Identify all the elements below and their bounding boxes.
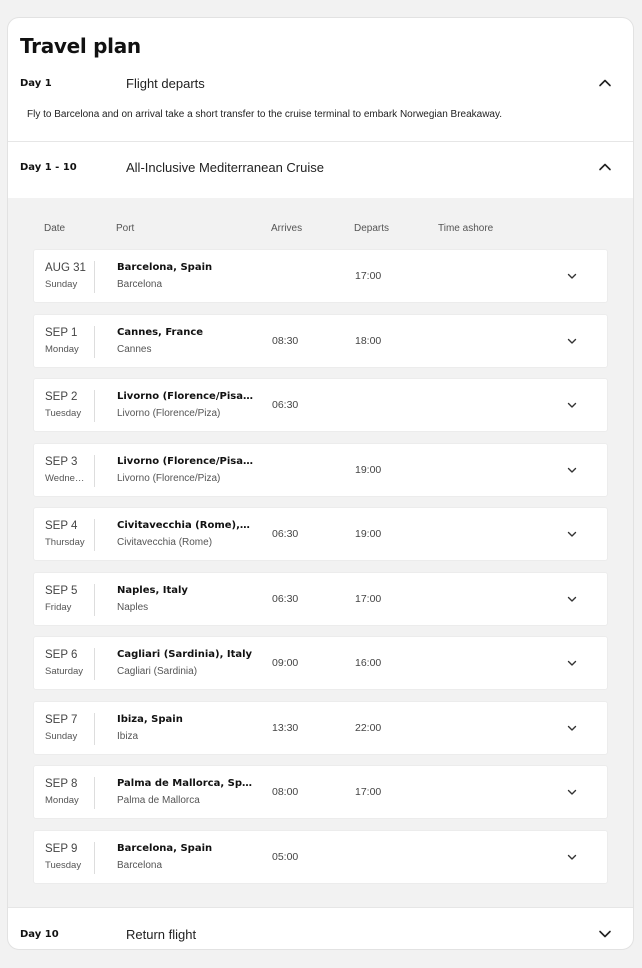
row-departs: 18:00 [355,334,382,347]
row-divider [94,842,95,874]
row-divider [94,777,95,809]
row-port-sub: Naples [117,601,149,613]
section-name: Return flight [126,927,197,942]
row-divider [94,390,95,422]
chevron-up-icon[interactable] [597,159,613,175]
row-arrives: 06:30 [272,592,299,605]
row-arrives: 08:00 [272,786,299,798]
cruise-itinerary [8,198,633,907]
row-arrives: 09:00 [272,657,299,669]
row-port: Livorno (Florence/Pisa… [117,455,253,467]
itinerary-row[interactable] [33,443,608,497]
chevron-down-icon[interactable] [597,926,613,942]
row-departs: 19:00 [355,463,382,476]
row-port-sub: Cagliari (Sardinia) [117,666,198,677]
row-departs: 17:00 [355,592,382,605]
row-weekday: Tuesday [45,408,82,419]
travel-plan-card [7,17,634,950]
row-port-sub: Barcelona [117,859,163,871]
chevron-down-icon[interactable] [565,850,579,864]
chevron-down-icon[interactable] [565,463,579,477]
row-port: Naples, Italy [117,584,188,596]
section-name: Flight departs [126,76,205,91]
row-divider [94,455,95,487]
row-weekday: Sunday [45,730,78,742]
row-port-sub: Ibiza [117,730,139,742]
row-port-sub: Livorno (Florence/Piza) [117,408,221,419]
row-departs: 17:00 [355,786,382,798]
divider [8,907,633,908]
section-flight-departs[interactable] [8,65,633,105]
divider [8,141,633,142]
chevron-down-icon[interactable] [565,656,579,670]
row-date: SEP 6 [45,649,78,661]
column-header-arrives: Arrives [271,223,303,234]
section-name: All-Inclusive Mediterranean Cruise [126,160,324,175]
row-departs: 16:00 [355,657,382,669]
row-divider [94,713,95,745]
section-cruise[interactable] [8,149,633,189]
row-date: SEP 7 [45,713,78,726]
row-weekday: Monday [45,343,79,355]
row-port: Ibiza, Spain [117,713,183,725]
row-date: SEP 8 [45,778,78,790]
chevron-up-icon[interactable] [597,75,613,91]
row-weekday: Saturday [45,666,84,677]
row-port-sub: Palma de Mallorca [117,795,200,806]
row-port-sub: Civitavecchia (Rome) [117,537,213,548]
section-day: Day 10 [20,929,59,940]
itinerary-row[interactable] [33,701,608,755]
row-port-sub: Barcelona [117,279,163,290]
row-date: SEP 5 [45,584,78,597]
column-header-date: Date [44,223,66,234]
chevron-down-icon[interactable] [565,398,579,412]
row-arrives: 06:30 [272,399,299,411]
row-port: Cannes, France [117,326,204,338]
row-weekday: Wedne… [45,472,85,484]
row-date: AUG 31 [45,262,86,274]
row-arrives: 05:00 [272,850,299,863]
row-divider [94,326,95,358]
row-date: SEP 3 [45,455,78,468]
chevron-down-icon[interactable] [565,592,579,606]
itinerary-row[interactable] [33,507,608,561]
itinerary-row[interactable] [33,636,608,690]
row-port: Barcelona, Spain [117,262,213,273]
section-day: Day 1 - 10 [20,162,77,173]
row-divider [94,648,95,680]
row-departs: 17:00 [355,270,382,282]
row-port: Palma de Mallorca, Sp… [117,778,252,789]
chevron-down-icon[interactable] [565,527,579,541]
row-port: Barcelona, Spain [117,842,213,854]
row-arrives: 13:30 [272,721,299,734]
row-port: Cagliari (Sardinia), Italy [117,649,253,660]
chevron-down-icon[interactable] [565,785,579,799]
itinerary-row[interactable] [33,378,608,432]
row-date: SEP 9 [45,842,78,855]
page-title: Travel plan [20,34,141,58]
row-date: SEP 2 [45,391,78,403]
row-divider [94,519,95,551]
row-weekday: Sunday [45,279,78,290]
column-header-port: Port [116,223,135,234]
section-return-flight[interactable] [8,916,633,950]
row-weekday: Monday [45,795,79,806]
row-port: Livorno (Florence/Pisa… [117,391,253,402]
chevron-down-icon[interactable] [565,721,579,735]
column-header-time-ashore: Time ashore [438,223,494,234]
row-divider [94,261,95,293]
row-arrives: 06:30 [272,528,299,540]
chevron-down-icon[interactable] [565,334,579,348]
row-port-sub: Cannes [117,343,152,355]
row-port-sub: Livorno (Florence/Piza) [117,472,221,484]
row-weekday: Friday [45,601,72,613]
section-description: Fly to Barcelona and on arrival take a short transfer to the cruise terminal to embark Norwegian Breakaway. [27,109,503,120]
row-weekday: Tuesday [45,859,82,871]
row-arrives: 08:30 [272,334,299,347]
section-day: Day 1 [20,78,52,89]
itinerary-row[interactable] [33,765,608,819]
row-departs: 19:00 [355,528,382,540]
itinerary-row[interactable] [33,830,608,884]
row-port: Civitavecchia (Rome), … [117,520,253,531]
row-date: SEP 4 [45,520,78,532]
itinerary-column-headers [8,223,633,237]
itinerary-row[interactable] [33,249,608,303]
chevron-down-icon[interactable] [565,269,579,283]
column-header-departs: Departs [354,223,390,234]
row-weekday: Thursday [45,537,85,548]
row-divider [94,584,95,616]
itinerary-row[interactable] [33,314,608,368]
itinerary-row[interactable] [33,572,608,626]
row-departs: 22:00 [355,721,382,734]
row-date: SEP 1 [45,326,78,339]
